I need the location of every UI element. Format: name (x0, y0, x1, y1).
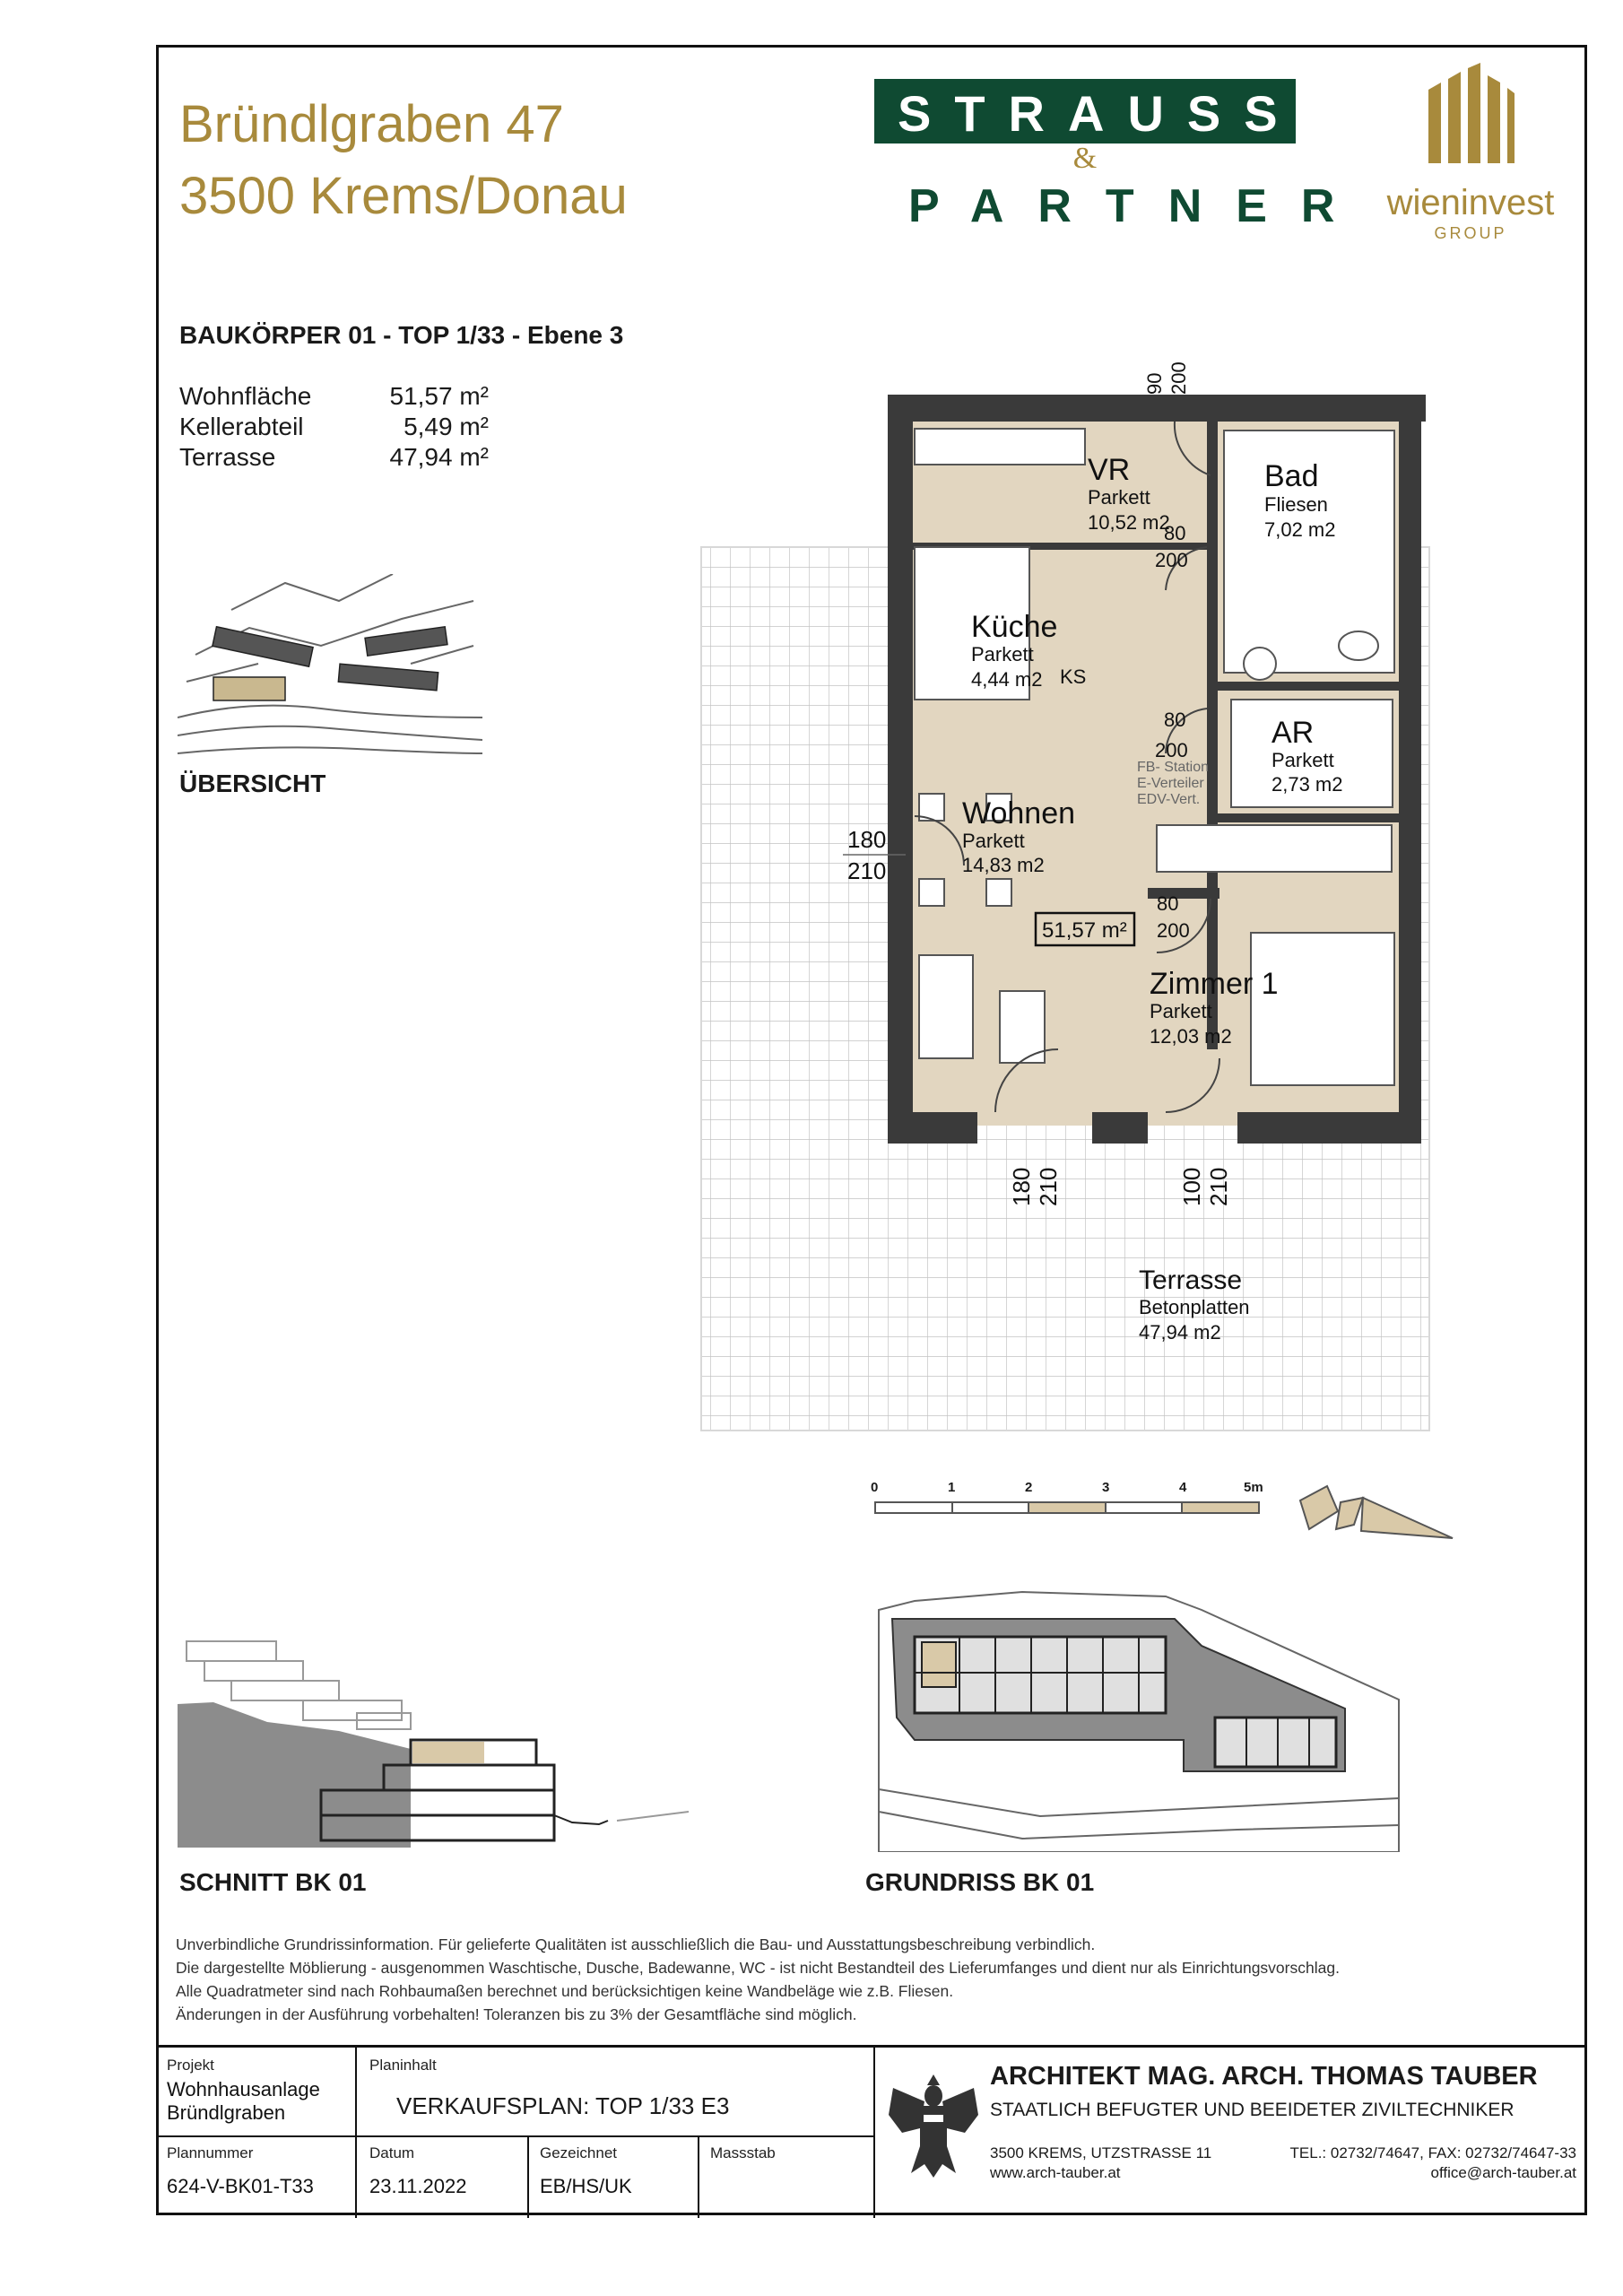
disclaimer-line-1: Unverbindliche Grundrissinformation. Für gelieferte Qualitäten ist ausschließlich die Bau- und Ausstattungsbeschreibung verbindlich. (176, 1935, 1096, 1953)
gezeichnet-label: Gezeichnet (540, 2144, 617, 2161)
room-zimmer-name: Zimmer 1 (1150, 967, 1279, 1001)
logo-group-text: GROUP (1434, 224, 1507, 242)
planinhalt-value: VERKAUFSPLAN: TOP 1/33 E3 (396, 2092, 730, 2119)
address-city: 3500 Krems/Donau (179, 167, 628, 225)
room-zimmer-floor: Parkett (1150, 1000, 1212, 1022)
dim-wohn-side-w: 180 (847, 826, 887, 853)
area-row-wohnflaeche: Wohnfläche 51,57 m² (179, 382, 489, 410)
dim-terr2-h: 210 (1205, 1167, 1232, 1206)
room-ar-area: 2,73 m2 (1271, 773, 1343, 796)
logo-strauss-text: STRAUSS (898, 85, 1301, 142)
room-bad-area: 7,02 m2 (1264, 518, 1336, 541)
room-kueche-ks: KS (1060, 665, 1087, 688)
dim-terr2-w: 100 (1178, 1167, 1205, 1206)
room-vr-area: 10,52 m2 (1088, 511, 1170, 534)
dim-entry-h: 200 (1167, 361, 1190, 395)
dim-terr1-h: 210 (1035, 1167, 1062, 1206)
planinhalt-label: Planinhalt (369, 2057, 437, 2074)
room-wohnen-area: 14,83 m2 (962, 854, 1045, 876)
architect-address: 3500 KREMS, UTZSTRASSE 11 (990, 2144, 1212, 2161)
logo-partner-text: PARTNER (908, 180, 1369, 232)
floor-plan (690, 350, 1444, 1453)
room-wohnen-floor: Parkett (962, 830, 1025, 852)
service-note-edv: EDV-Vert. (1137, 792, 1201, 807)
room-vr-name: VR (1088, 453, 1131, 487)
title-block (156, 2045, 1587, 2215)
austrian-eagle-icon (884, 2066, 983, 2182)
service-note-fb: FB- Station (1137, 760, 1210, 775)
room-terrasse-area: 47,94 m2 (1139, 1321, 1221, 1344)
datum-value: 23.11.2022 (369, 2175, 467, 2197)
unit-title: BAUKÖRPER 01 - TOP 1/33 - Ebene 3 (179, 321, 624, 349)
overview-label: ÜBERSICHT (179, 770, 326, 797)
dim-wohn-side-h: 210 (847, 857, 887, 884)
projekt-value-2: Bründlgraben (167, 2101, 286, 2124)
dim-ar-w: 80 (1164, 709, 1186, 731)
address-street: Bründlgraben 47 (179, 95, 564, 153)
section-label: SCHNITT BK 01 (179, 1868, 367, 1896)
disclaimer-line-3: Alle Quadratmeter sind nach Rohbaumaßen berechnet und berücksichtigen keine Wandbeläge wie z.B. Fliesen. (176, 1982, 954, 2000)
architect-title: STAATLICH BEFUGTER UND BEEIDETER ZIVILTECHNIKER (990, 2100, 1515, 2120)
dim-zim-w: 80 (1157, 892, 1179, 915)
dim-terr1-w: 180 (1008, 1167, 1035, 1206)
section-drawing (178, 1632, 689, 1848)
area-row-kellerabteil: Kellerabteil 5,49 m² (179, 413, 489, 440)
wieninvest-logo (1372, 63, 1569, 251)
projekt-label: Projekt (167, 2057, 214, 2074)
room-bad-floor: Fliesen (1264, 493, 1328, 516)
north-arrow-icon (1291, 1475, 1462, 1547)
room-ar-name: AR (1271, 716, 1315, 750)
room-zimmer-area: 12,03 m2 (1150, 1025, 1232, 1048)
projekt-value-1: Wohnhausanlage (167, 2078, 320, 2100)
dim-bad-w: 80 (1164, 522, 1186, 544)
room-terrasse-name: Terrasse (1139, 1265, 1243, 1295)
strauss-partner-logo (874, 79, 1369, 232)
dim-entry-w: 90 (1143, 372, 1166, 395)
total-area-label: 51,57 m² (1042, 918, 1127, 943)
plannummer-label: Plannummer (167, 2144, 254, 2161)
area-row-terrasse: Terrasse 47,94 m² (179, 443, 489, 471)
room-kueche-area: 4,44 m2 (971, 668, 1043, 691)
dim-zim-h: 200 (1157, 919, 1190, 942)
dim-ar-h: 200 (1155, 739, 1188, 761)
room-kueche-name: Küche (971, 610, 1058, 644)
floorplan-label: GRUNDRISS BK 01 (865, 1868, 1095, 1896)
dim-bad-h: 200 (1155, 549, 1188, 571)
overview-site-map (178, 574, 482, 758)
plannummer-value: 624-V-BK01-T33 (167, 2175, 314, 2197)
service-note-ev: E-Verteiler (1137, 776, 1204, 791)
architect-name: ARCHITEKT MAG. ARCH. THOMAS TAUBER (990, 2062, 1538, 2091)
room-wohnen-name: Wohnen (962, 796, 1076, 831)
gezeichnet-value: EB/HS/UK (540, 2175, 632, 2197)
logo-ampersand: & (1072, 142, 1098, 175)
architect-email: office@arch-tauber.at (1430, 2164, 1576, 2181)
disclaimer-line-4: Änderungen in der Ausführung vorbehalten! Toleranzen bis zu 3% der Gesamtfläche sind möglich. (176, 2005, 857, 2023)
datum-label: Datum (369, 2144, 415, 2161)
room-bad-name: Bad (1264, 459, 1319, 493)
room-terrasse-floor: Betonplatten (1139, 1296, 1250, 1318)
logo-wieninvest-text: wieninvest (1386, 183, 1555, 222)
architect-phone: TEL.: 02732/74647, FAX: 02732/74647-33 (1289, 2144, 1576, 2161)
room-vr-floor: Parkett (1088, 486, 1150, 509)
massstab-label: Massstab (710, 2144, 776, 2161)
area-table (179, 381, 489, 473)
building-floorplan (861, 1583, 1417, 1852)
scale-bar: 0 1 2 3 4 5m (874, 1480, 1269, 1525)
wieninvest-mark-icon (1421, 63, 1520, 170)
architect-web: www.arch-tauber.at (990, 2164, 1121, 2181)
room-ar-floor: Parkett (1271, 749, 1334, 771)
room-kueche-floor: Parkett (971, 643, 1034, 665)
disclaimer-line-2: Die dargestellte Möblierung - ausgenommen Waschtische, Dusche, Badewanne, WC - ist nicht Bestandteil des Lieferumfanges und dient nur als Einrichtungsvorschlag. (176, 1959, 1340, 1977)
